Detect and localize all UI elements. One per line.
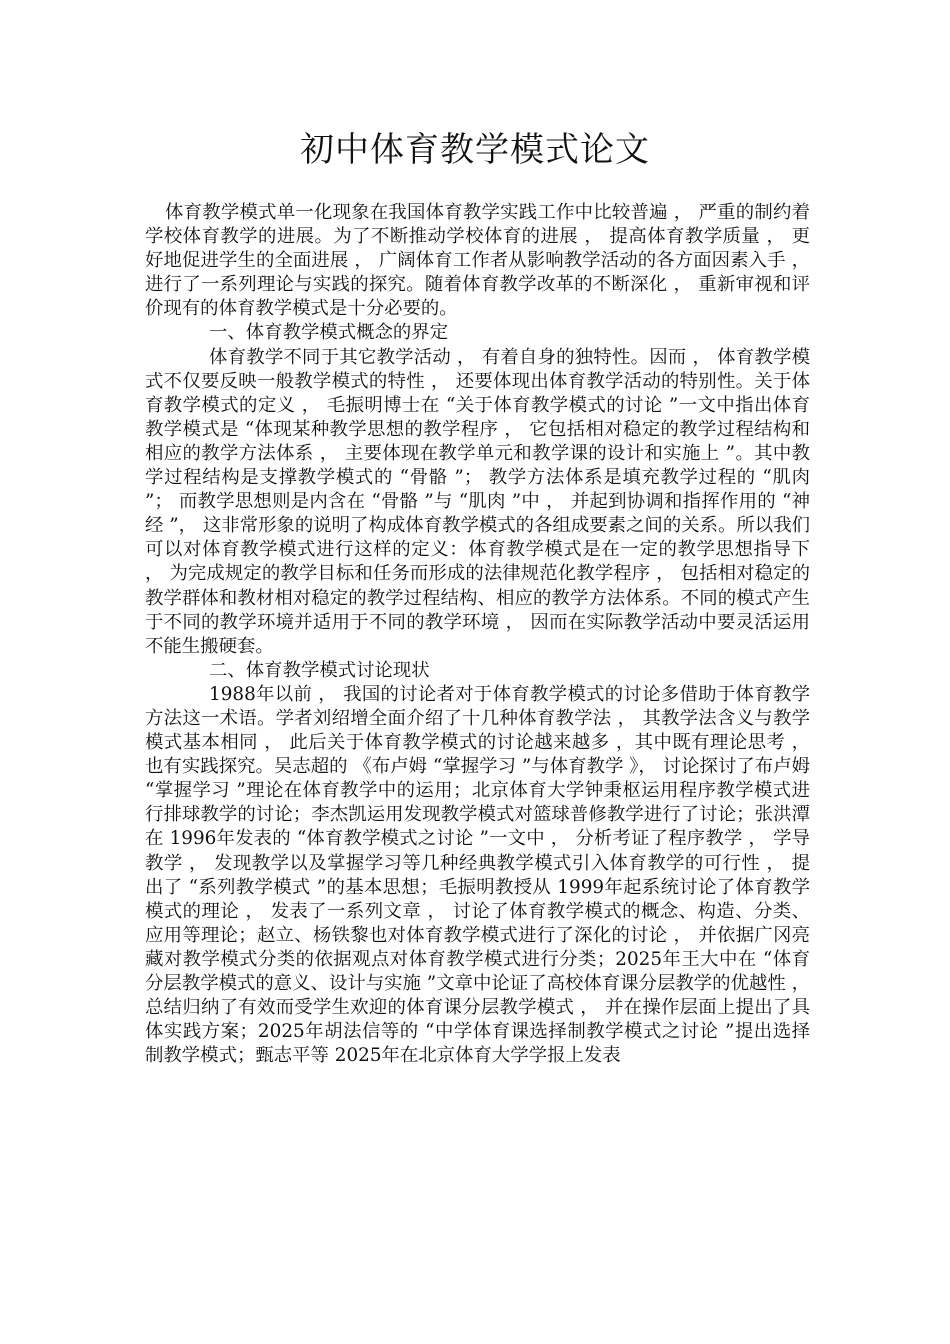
section-2-paragraph: 1988年以前 ， 我国的讨论者对于体育教学模式的讨论多借助于体育教学方法这一术语。学者刘绍增全面介绍了十几种体育教学法 ， 其教学法含义与教学模式基本相同 ， 此后关于体育教学模式的讨论越来越多 ，其中既有理论思考 ， 也有实践探究。吴志超的 《布卢姆 “掌握学习 ”与体育教学 》， 讨论探讨了布卢姆 “掌握学习 ”理论在体育教学中的运用；北京体育大学钟秉枢运用程序教学模式进行排球教学的讨论；李杰凯运用发现教学模式对篮球普修教学进行了讨论；张洪潭在 1996年发表的 “体育教学模式之讨论 ”一文中 ， 分析考证了程序教学 ， 学导教学 ， 发现教学以及掌握学习等几种经典教学模式引入体育教学的可行性 ， 提出了 “系列教学模式 ”的基本思想；毛振明教授从 1999年起系统讨论了体育教学模式的理论 ， 发表了一系列文章 ， 讨论了体育教学模式的概念、构造、分类、应用等理论；赵立、杨铁黎也对体育教学模式进行了深化的讨论 ， 并依据广冈亮藏对教学模式分类的依据观点对体育教学模式进行分类；2025年王大中在 “体育分层教学模式的意义、设计与实施 ”文章中论证了高校体育课分层教学的优越性 ， 总结归纳了有效而受学生欢迎的体育课分层教学模式 ， 并在操作层面上提出了具体实践方案；2025年胡法信等的 “中学体育课选择制教学模式之讨论 ”提出选择制教学模式；甄志平等 2025年在北京体育大学学报上发表 <box>145 683 810 1067</box>
section-1-paragraph: 体育教学不同于其它教学活动 ， 有着自身的独特性。因而 ， 体育教学模式不仅要反映一般教学模式的特性 ， 还要体现出体育教学活动的特别性。关于体育教学模式的定义 ， 毛振明博士在 “关于体育教学模式的讨论 ”一文中指出体育教学模式是 “体现某种教学思想的教学程序 ， 它包括相对稳定的教学过程结构和相应的教学方法体系 ， 主要体现在教学单元和教学课的设计和实施上 ”。其中教学过程结构是支撑教学模式的 “骨骼 ”； 教学方法体系是填充教学过程的 “肌肉 ”； 而教学思想则是内含在 “骨骼 ”与 “肌肉 ”中 ， 并起到协调和指挥作用的 “神经 ”， 这非常形象的说明了构成体育教学模式的各组成要素之间的关系。所以我们可以对体育教学模式进行这样的定义：体育教学模式是在一定的教学思想指导下 ， 为完成规定的教学目标和任务而形成的法律规范化教学程序 ， 包括相对稳定的教学群体和教材相对稳定的教学过程结构、相应的教学方法体系。不同的模式产生于不同的教学环境并适用于不同的教学环境 ， 因而在实际教学活动中要灵活运用不能生搬硬套。 <box>145 346 810 657</box>
intro-paragraph: 体育教学模式单一化现象在我国体育教学实践工作中比较普遍 ， 严重的制约着学校体育教学的进展。为了不断推动学校体育的进展 ， 提高体育教学质量 ， 更好地促进学生的全面进展 ， 广阔体育工作者从影响教学活动的各方面因素入手 ， 进行了一系列理论与实践的探究。随着体育教学改革的不断深化 ， 重新审视和评价现有的体育教学模式是十分必要的。 <box>145 202 810 320</box>
document-title: 初中体育教学模式论文 <box>300 130 650 170</box>
section-heading-1: 一、体育教学模式概念的界定 <box>209 322 449 344</box>
document-body <box>145 201 810 1068</box>
section-heading-2: 二、体育教学模式讨论现状 <box>209 659 430 681</box>
